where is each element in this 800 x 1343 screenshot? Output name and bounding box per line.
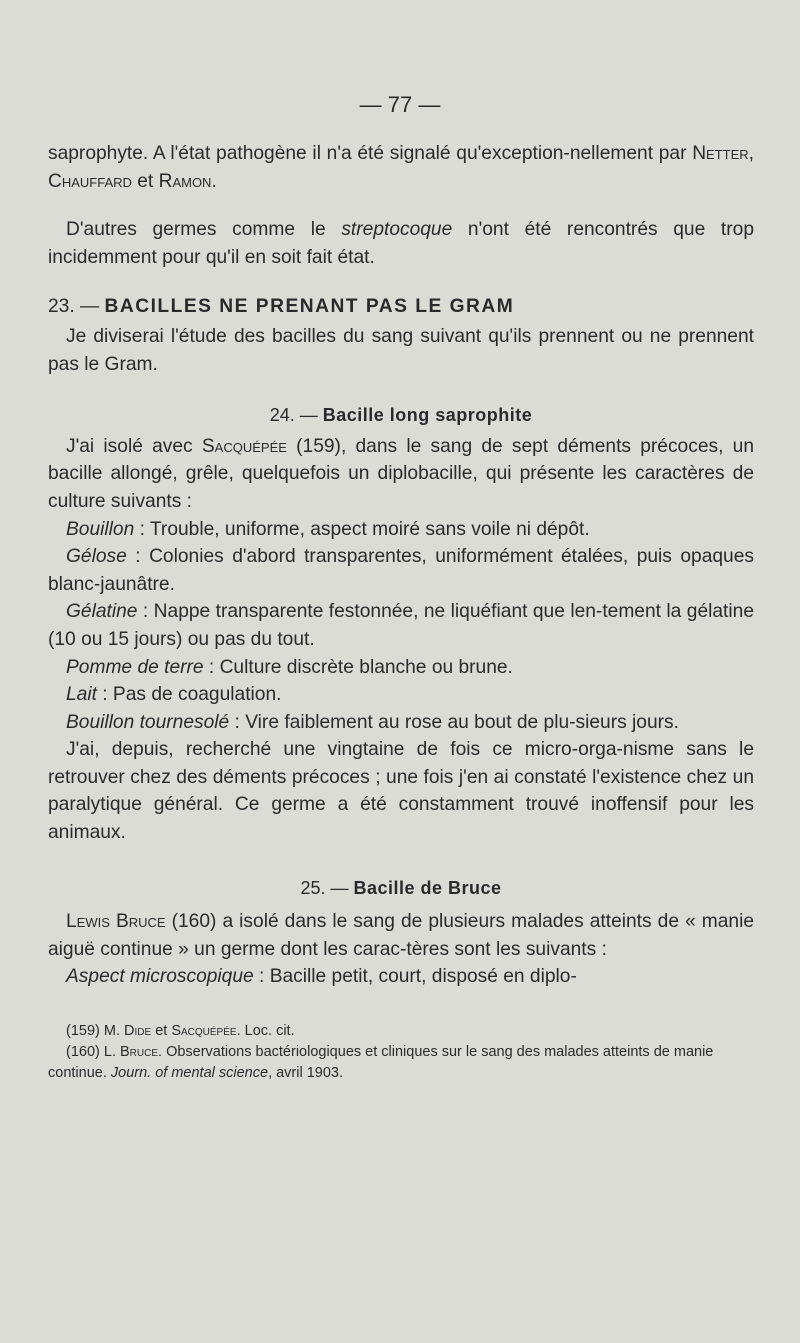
author-sacquepee: Sacquépée bbox=[171, 1023, 237, 1040]
culture-medium: Pomme de terre bbox=[66, 656, 204, 678]
section-title: Bacille long saprophite bbox=[322, 405, 533, 426]
text-span: (159) M. bbox=[66, 1023, 125, 1040]
culture-medium: Gélatine bbox=[66, 601, 138, 623]
text-span: J'ai isolé avec bbox=[66, 435, 202, 457]
text-span: et bbox=[131, 170, 159, 192]
paragraph-later-research: J'ai, depuis, recherché une vingtaine de fois ce micro-orga-nisme sans le retrouver chez des déments précoces ; une fois j'en ai constaté l'existence chez un paralytique général. Ce germe a été constamment trouvé inoffensif pour les animaux. bbox=[48, 739, 754, 844]
culture-item bbox=[48, 598, 754, 653]
culture-medium: Lait bbox=[66, 684, 97, 706]
culture-medium: Gélose bbox=[66, 546, 127, 568]
paragraph-gram: Je diviserai l'étude des bacilles du sang suivant qu'ils prennent ou ne prennent pas le Gram. bbox=[48, 325, 754, 375]
author-netter: Netter bbox=[692, 143, 749, 164]
paragraph-saprophyte bbox=[48, 140, 754, 195]
footnote-159 bbox=[48, 1021, 754, 1042]
section-heading-25 bbox=[48, 875, 754, 903]
page-number: — 77 — bbox=[359, 92, 441, 117]
section-heading-23 bbox=[48, 293, 754, 321]
paragraph-isolation bbox=[48, 433, 754, 516]
text-span: n'ont été rencontrés que trop incidemment pour qu'il en soit fait état. bbox=[48, 219, 754, 268]
author-lewis-bruce: Lewis Bruce bbox=[66, 911, 166, 933]
culture-item bbox=[48, 516, 754, 544]
text-span: (159), dans le sang de sept déments précoces, un bacille allongé, grêle, quelquefois un diplobacille, qui présente les caractères de culture suivants : bbox=[48, 435, 754, 512]
italic-term: Aspect microscopique bbox=[66, 966, 254, 988]
author-chauffard: Chauffard bbox=[48, 170, 132, 192]
culture-item bbox=[48, 709, 754, 737]
text-span: saprophyte. A l'état pathogène il n'a été signalé qu'exception-nellement par bbox=[48, 143, 693, 164]
text-span: , bbox=[748, 143, 754, 164]
culture-description: : Trouble, uniforme, aspect moiré sans voile ni dépôt. bbox=[134, 518, 590, 540]
section-number: 25. — bbox=[300, 877, 354, 898]
culture-description: : Vire faiblement au rose au bout de plu-sieurs jours. bbox=[229, 711, 679, 733]
author-dide: Dide bbox=[124, 1023, 152, 1040]
text-span: (160) a isolé dans le sang de plusieurs malades atteints de « manie aiguë continue » un germe dont les carac-tères sont les suivants : bbox=[48, 911, 755, 960]
text-span: . bbox=[211, 170, 217, 192]
footnotes bbox=[48, 1021, 754, 1084]
text-span: , avril 1903. bbox=[268, 1065, 344, 1082]
section-title: BACILLES NE PRENANT PAS LE GRAM bbox=[104, 296, 515, 318]
paragraph-microscopic bbox=[48, 963, 754, 991]
text-span: . Observations bactériologiques et cliniques sur le sang des malades atteints de manie continue. bbox=[48, 1044, 714, 1082]
culture-item bbox=[48, 681, 754, 709]
italic-term: streptocoque bbox=[341, 219, 453, 241]
culture-item bbox=[48, 654, 754, 682]
paragraph-bruce bbox=[48, 908, 754, 963]
culture-description: : Nappe transparente festonnée, ne liquéfiant que len-tement la gélatine (10 ou 15 jours) ou pas du tout. bbox=[48, 601, 754, 650]
text-span: D'autres germes comme le bbox=[66, 219, 342, 241]
author-bruce: Bruce bbox=[120, 1044, 159, 1061]
journal-title: Journ. of mental science bbox=[110, 1065, 269, 1082]
culture-item bbox=[48, 543, 754, 598]
culture-description: : Culture discrète blanche ou brune. bbox=[203, 656, 513, 678]
text-span: : Bacille petit, court, disposé en diplo- bbox=[253, 966, 577, 988]
culture-medium: Bouillon bbox=[66, 518, 135, 540]
section-number: 23. — bbox=[48, 296, 105, 318]
text-span: et bbox=[151, 1023, 172, 1040]
culture-medium: Bouillon tournesolé bbox=[66, 711, 230, 733]
author-ramon: Ramon bbox=[158, 170, 212, 192]
section-number: 24. — bbox=[269, 405, 323, 426]
culture-description: : Colonies d'abord transparentes, uniformément étalées, puis opaques blanc-jaunâtre. bbox=[48, 546, 754, 595]
text-span: . Loc. cit. bbox=[236, 1023, 295, 1040]
section-heading-24 bbox=[48, 402, 754, 430]
author-sacquepee: Sacquépée bbox=[201, 435, 287, 457]
text-span: (160) L. bbox=[66, 1044, 120, 1061]
paragraph-other-germs bbox=[48, 216, 754, 271]
footnote-160 bbox=[48, 1042, 754, 1084]
culture-description: : Pas de coagulation. bbox=[96, 684, 282, 706]
section-title: Bacille de Bruce bbox=[353, 877, 502, 898]
body-text bbox=[48, 140, 754, 1084]
